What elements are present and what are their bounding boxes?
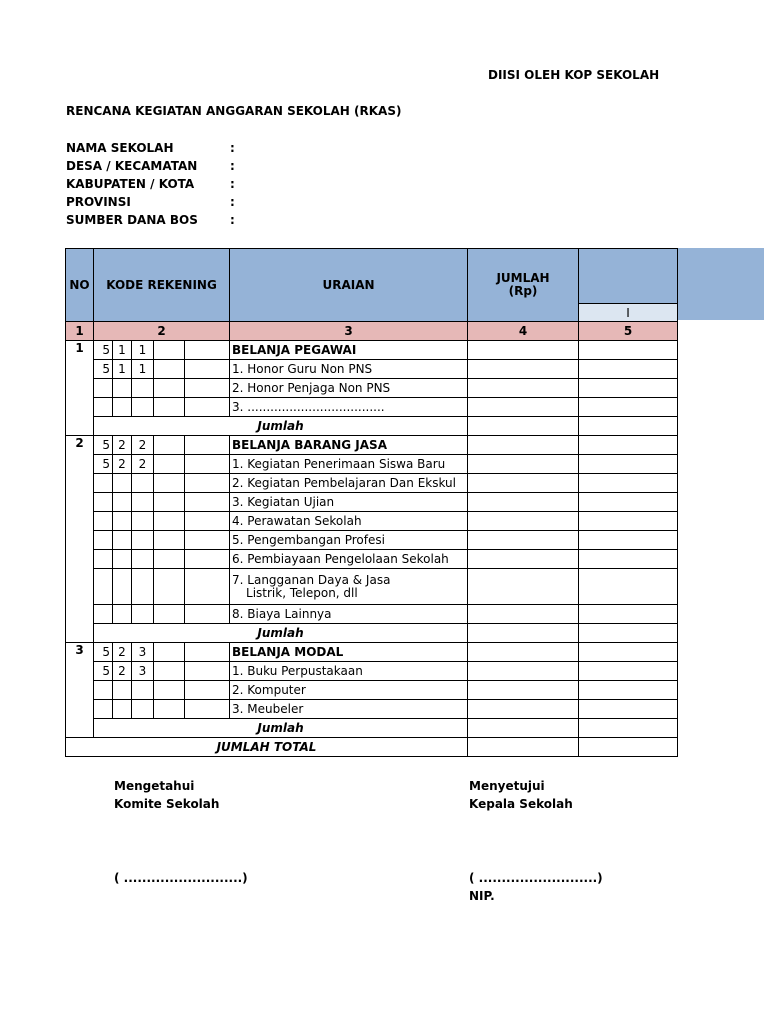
amount-cell [579, 569, 678, 605]
amount-cell [468, 605, 579, 624]
code-cell [113, 550, 132, 569]
code-cell [113, 379, 132, 398]
header-uraian: URAIAN [230, 249, 468, 322]
code-cell [185, 681, 230, 700]
item-text: 8. Biaya Lainnya [230, 605, 468, 624]
code-cell [185, 493, 230, 512]
code-cell [132, 681, 154, 700]
rkas-table [65, 248, 678, 757]
signature-right-nip: NIP. [469, 889, 495, 903]
amount-cell [468, 681, 579, 700]
amount-cell [579, 417, 678, 436]
amount-cell [468, 398, 579, 417]
code-cell: 2 [132, 436, 154, 455]
code-cell [185, 455, 230, 474]
header-note: DIISI OLEH KOP SEKOLAH [488, 68, 660, 82]
code-cell: 2 [113, 455, 132, 474]
code-cell [94, 700, 113, 719]
code-cell [154, 379, 185, 398]
amount-cell [468, 662, 579, 681]
code-cell [154, 398, 185, 417]
amount-cell [468, 360, 579, 379]
subtotal-row [66, 417, 678, 436]
amount-cell [579, 605, 678, 624]
code-cell [132, 512, 154, 531]
code-cell: 2 [113, 643, 132, 662]
table-row [66, 531, 678, 550]
code-cell: 1 [132, 341, 154, 360]
amount-cell [468, 531, 579, 550]
amount-cell [468, 719, 579, 738]
code-cell [113, 493, 132, 512]
code-cell: 2 [113, 662, 132, 681]
item-text-line2: Listrik, Telepon, dll [246, 585, 358, 600]
header-kode-rekening: KODE REKENING [94, 249, 230, 322]
code-cell [113, 681, 132, 700]
code-cell [154, 605, 185, 624]
item-text: 2. Kegiatan Pembelajaran Dan Ekskul [230, 474, 468, 493]
table-row [66, 550, 678, 569]
item-text: 3. Kegiatan Ujian [230, 493, 468, 512]
code-cell: 3 [132, 662, 154, 681]
section-title: BELANJA BARANG JASA [230, 436, 468, 455]
info-colon: : [230, 213, 235, 227]
amount-cell [468, 550, 579, 569]
code-cell: 5 [94, 360, 113, 379]
col-number: 4 [468, 322, 579, 341]
amount-cell [468, 493, 579, 512]
amount-cell [579, 493, 678, 512]
table-row [66, 643, 678, 662]
amount-cell [468, 417, 579, 436]
amount-cell [579, 360, 678, 379]
code-cell [185, 436, 230, 455]
header-jumlah-unit: (Rp) [508, 284, 538, 298]
amount-cell [468, 643, 579, 662]
signature-left-name: ( ..........................) [114, 871, 248, 885]
item-text: 2. Honor Penjaga Non PNS [230, 379, 468, 398]
section-title: BELANJA PEGAWAI [230, 341, 468, 360]
code-cell [185, 700, 230, 719]
code-cell [113, 398, 132, 417]
amount-cell [579, 398, 678, 417]
code-cell [94, 379, 113, 398]
signature-right-line1: Menyetujui [469, 779, 545, 793]
amount-cell [468, 379, 579, 398]
document-title: RENCANA KEGIATAN ANGGARAN SEKOLAH (RKAS) [66, 104, 402, 118]
amount-cell [468, 474, 579, 493]
table-header-row [66, 249, 678, 304]
code-cell [185, 360, 230, 379]
signature-right-name: ( ..........................) [469, 871, 603, 885]
table-row [66, 605, 678, 624]
code-cell: 5 [94, 455, 113, 474]
subtotal-label: Jumlah [94, 417, 468, 436]
table-row [66, 512, 678, 531]
item-text: 3. .................................... [230, 398, 468, 417]
code-cell [185, 398, 230, 417]
column-number-row [66, 322, 678, 341]
table-row [66, 569, 678, 605]
info-colon: : [230, 141, 235, 155]
amount-cell [579, 719, 678, 738]
code-cell [154, 360, 185, 379]
item-text: 6. Pembiayaan Pengelolaan Sekolah [230, 550, 468, 569]
amount-cell [468, 455, 579, 474]
section-number: 2 [66, 436, 94, 643]
code-cell [132, 569, 154, 605]
code-cell: 2 [113, 436, 132, 455]
code-cell [132, 550, 154, 569]
code-cell [113, 512, 132, 531]
info-label-sumber-dana: SUMBER DANA BOS [66, 213, 198, 227]
amount-cell [468, 738, 579, 757]
code-cell [154, 474, 185, 493]
subtotal-row [66, 624, 678, 643]
code-cell [185, 379, 230, 398]
code-cell [185, 531, 230, 550]
amount-cell [579, 379, 678, 398]
item-text: 1. Honor Guru Non PNS [230, 360, 468, 379]
code-cell [185, 512, 230, 531]
header-sub-i: I [579, 304, 678, 322]
item-text-line1: 7. Langganan Daya & Jasa [232, 572, 391, 587]
amount-cell [468, 700, 579, 719]
signature-left-line1: Mengetahui [114, 779, 195, 793]
code-cell [185, 605, 230, 624]
amount-cell [579, 624, 678, 643]
amount-cell [579, 662, 678, 681]
code-cell [113, 569, 132, 605]
col-number: 3 [230, 322, 468, 341]
code-cell: 1 [113, 341, 132, 360]
code-cell [113, 531, 132, 550]
code-cell [132, 531, 154, 550]
code-cell [154, 455, 185, 474]
info-label-nama-sekolah: NAMA SEKOLAH [66, 141, 174, 155]
amount-cell [468, 341, 579, 360]
subtotal-label: Jumlah [94, 719, 468, 738]
code-cell [94, 605, 113, 624]
code-cell [154, 700, 185, 719]
item-text: 3. Meubeler [230, 700, 468, 719]
code-cell [154, 341, 185, 360]
code-cell [154, 436, 185, 455]
amount-cell [468, 512, 579, 531]
amount-cell [468, 436, 579, 455]
table-row [66, 379, 678, 398]
amount-cell [468, 624, 579, 643]
code-cell: 3 [132, 643, 154, 662]
col-number: 5 [579, 322, 678, 341]
code-cell [113, 700, 132, 719]
code-cell [185, 643, 230, 662]
code-cell [154, 643, 185, 662]
code-cell [94, 474, 113, 493]
info-label-desa-kecamatan: DESA / KECAMATAN [66, 159, 198, 173]
table-row [66, 493, 678, 512]
table-row [66, 398, 678, 417]
code-cell: 2 [132, 455, 154, 474]
section-title: BELANJA MODAL [230, 643, 468, 662]
amount-cell [579, 455, 678, 474]
item-text: 1. Buku Perpustakaan [230, 662, 468, 681]
code-cell [154, 531, 185, 550]
table-row [66, 436, 678, 455]
item-text: 5. Pengembangan Profesi [230, 531, 468, 550]
header-no: NO [66, 249, 94, 322]
code-cell: 1 [113, 360, 132, 379]
header-jumlah [468, 249, 579, 322]
code-cell [185, 341, 230, 360]
col-number: 2 [94, 322, 230, 341]
code-cell: 5 [94, 643, 113, 662]
code-cell [94, 493, 113, 512]
header-jumlah-label: JUMLAH [496, 271, 550, 285]
grand-total-label: JUMLAH TOTAL [66, 738, 468, 757]
amount-cell [579, 512, 678, 531]
info-colon: : [230, 195, 235, 209]
item-text: 2. Komputer [230, 681, 468, 700]
code-cell [132, 379, 154, 398]
table-row [66, 360, 678, 379]
info-colon: : [230, 177, 235, 191]
code-cell [154, 512, 185, 531]
item-text [230, 569, 468, 605]
amount-cell [579, 643, 678, 662]
code-cell: 1 [132, 360, 154, 379]
table-row [66, 662, 678, 681]
signature-left-line2: Komite Sekolah [114, 797, 220, 811]
code-cell [94, 398, 113, 417]
amount-cell [579, 700, 678, 719]
subtotal-row [66, 719, 678, 738]
section-number: 1 [66, 341, 94, 436]
amount-cell [579, 550, 678, 569]
info-colon: : [230, 159, 235, 173]
code-cell [185, 474, 230, 493]
code-cell [132, 493, 154, 512]
info-label-kabupaten-kota: KABUPATEN / KOTA [66, 177, 195, 191]
code-cell [113, 605, 132, 624]
code-cell [94, 531, 113, 550]
code-cell [185, 662, 230, 681]
grand-total-row [66, 738, 678, 757]
code-cell: 5 [94, 341, 113, 360]
col-number: 1 [66, 322, 94, 341]
amount-cell [579, 738, 678, 757]
code-cell [113, 474, 132, 493]
item-text: 1. Kegiatan Penerimaan Siswa Baru [230, 455, 468, 474]
code-cell [185, 569, 230, 605]
subtotal-label: Jumlah [94, 624, 468, 643]
code-cell [154, 550, 185, 569]
table-row [66, 455, 678, 474]
item-text: 4. Perawatan Sekolah [230, 512, 468, 531]
code-cell [94, 512, 113, 531]
amount-cell [579, 681, 678, 700]
table-row [66, 474, 678, 493]
code-cell [94, 681, 113, 700]
amount-cell [579, 531, 678, 550]
code-cell [185, 550, 230, 569]
info-label-provinsi: PROVINSI [66, 195, 131, 209]
code-cell [154, 493, 185, 512]
code-cell [132, 474, 154, 493]
amount-cell [579, 341, 678, 360]
code-cell [94, 569, 113, 605]
code-cell [132, 398, 154, 417]
code-cell [154, 569, 185, 605]
amount-cell [579, 436, 678, 455]
code-cell: 5 [94, 436, 113, 455]
section-number: 3 [66, 643, 94, 738]
code-cell [94, 550, 113, 569]
table-row [66, 700, 678, 719]
header-blank [579, 249, 678, 304]
code-cell [154, 681, 185, 700]
amount-cell [468, 569, 579, 605]
code-cell: 5 [94, 662, 113, 681]
table-row [66, 681, 678, 700]
code-cell [132, 605, 154, 624]
code-cell [154, 662, 185, 681]
table-row [66, 341, 678, 360]
signature-right-line2: Kepala Sekolah [469, 797, 573, 811]
header-fill-overflow [678, 248, 764, 320]
amount-cell [579, 474, 678, 493]
code-cell [132, 700, 154, 719]
